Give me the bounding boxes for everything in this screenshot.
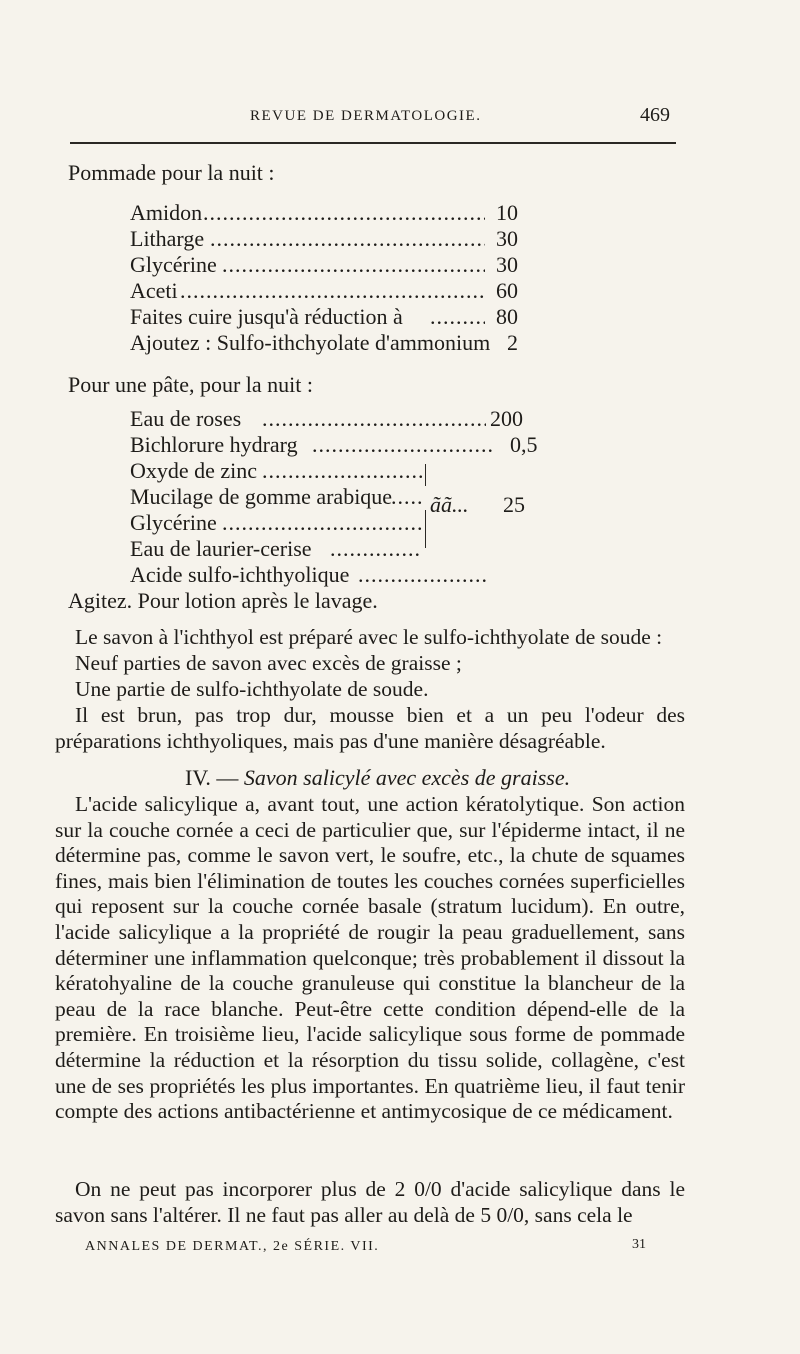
recipe1-item-name: Aceti (130, 278, 178, 303)
recipe1-item-qty: 60 (496, 278, 518, 303)
recipe2-item-name: Oxyde de zinc (130, 458, 258, 483)
recipe2-title: Pour une pâte, pour la nuit : (68, 372, 314, 397)
running-title: REVUE DE DERMATOLOGIE. (250, 108, 482, 124)
recipe1-item-name: Litharge (130, 226, 205, 251)
leader-dots (222, 252, 485, 278)
brace (425, 464, 426, 486)
recipe2-item-name: Eau de laurier-cerise (130, 536, 312, 561)
leader-dots (222, 510, 422, 536)
body-paragraph: On ne peut pas incorporer plus de 2 0/0 d'acide salicylique dans le savon sans l'altérer. Il ne faut pas aller au delà de 5 0/0, sans cela le (55, 1177, 685, 1227)
page-number: 469 (640, 104, 670, 126)
leader-dots (430, 304, 485, 330)
recipe1-item-qty: 30 (496, 226, 518, 251)
footer-journal: ANNALES DE DERMAT., 2e SÉRIE. VII. (85, 1239, 380, 1254)
brace (425, 510, 426, 548)
body-paragraph: L'acide salicylique a, avant tout, une action kératolytique. Son action sur la couche cornée a ceci de particulier que, sur l'épiderme intact, il ne détermine pas, comme le savon vert, le soufre, etc., la chute de squames fines, mais bien l'élimination de toutes les couches cornées superficielles qui reposent sur la couche cornée basale (stratum lucidum). En outre, l'acide salicylique a la propriété de rougir la peau graduellement, sans déterminer une inflammation quelconque; très probablement il dissout la kératohyaline de la couche granuleuse qui constitue la blancheur de la peau de la race blanche. Peut-être cette condition dépend-elle de la première. En troisième lieu, l'acide salicylique sous forme de pommade détermine la réduction et la résorption du tissu solide, collagène, c'est une de ses propriétés les plus importantes. En quatrième lieu, il faut tenir compte des actions antibactérienne et antimycosique de ce médicament. (55, 792, 685, 1124)
body-paragraph: Il est brun, pas trop dur, mousse bien et a un peu l'odeur des préparations ichthyoliques, mais pas d'une manière désagréable. (55, 703, 685, 753)
leader-dots (262, 458, 422, 484)
leader-dots (330, 536, 422, 562)
recipe2-item-name: Glycérine (130, 510, 217, 535)
recipe2-item-qty: 0,5 (510, 432, 538, 457)
body-paragraph: Le savon à l'ichthyol est préparé avec le sulfo-ichthyolate de soude : (75, 625, 663, 649)
recipe1-item-name: Glycérine (130, 252, 217, 277)
section-heading (185, 765, 570, 791)
recipe1-item-name: Amidon (130, 200, 203, 225)
recipe2-instruction: Agitez. Pour lotion après le lavage. (68, 588, 378, 613)
leader-dots (203, 200, 485, 226)
leader-dots (391, 484, 422, 510)
leader-dots (180, 278, 485, 304)
leader-dots (312, 432, 492, 458)
header-rule (70, 142, 676, 144)
recipe1-item-qty: 2 (507, 330, 518, 355)
recipe2-item-name: Mucilage de gomme arabique (130, 484, 393, 509)
recipe1-item-qty: 10 (496, 200, 518, 225)
body-paragraph: Une partie de sulfo-ichthyolate de soude. (75, 677, 429, 701)
recipe2-item-name: Acide sulfo-ichthyolique (130, 562, 350, 587)
ana-label: ãã... (430, 492, 469, 517)
recipe1-item-name: Faites cuire jusqu'à réduction à (130, 304, 403, 329)
recipe1-item-name: Ajoutez : Sulfo-ithchyolate d'ammonium (130, 330, 491, 355)
recipe2-item-name: Bichlorure hydrarg (130, 432, 298, 457)
recipe2-item-qty: 200 (490, 406, 523, 431)
recipe1-item-qty: 30 (496, 252, 518, 277)
footer-sheet-number: 31 (632, 1237, 646, 1252)
recipe1-title: Pommade pour la nuit : (68, 160, 275, 185)
section-number: IV. — (185, 765, 239, 790)
section-title: Savon salicylé avec excès de graisse. (243, 765, 571, 790)
recipe1-item-qty: 80 (496, 304, 518, 329)
ana-qty: 25 (503, 492, 525, 517)
leader-dots (262, 406, 486, 432)
body-paragraph: Neuf parties de savon avec excès de graisse ; (75, 651, 462, 675)
leader-dots (210, 226, 485, 252)
leader-dots (358, 562, 486, 588)
recipe2-item-name: Eau de roses (130, 406, 242, 431)
